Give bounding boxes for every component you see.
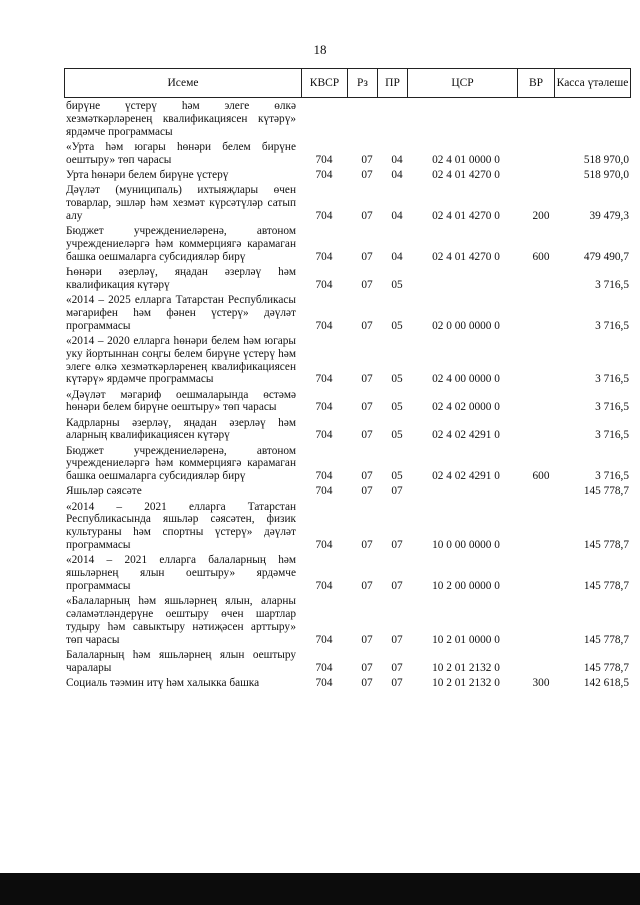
table-row xyxy=(66,445,631,484)
header-vr: ВР xyxy=(518,69,555,97)
cell-kvsr: 704 xyxy=(315,580,333,593)
cell-sum: 145 778,7 xyxy=(583,539,629,552)
cell-name: «2014 – 2020 елларга һөнәри белем һәм югары уку йортыннан соңгы белем бирүне үстерү һәм элеге өлкә хезмәткәрләренең квалификациясен күтәрү» ярдәмче программасы xyxy=(66,334,296,386)
cell-rz: 07 xyxy=(361,580,373,593)
cell-kvsr: 704 xyxy=(315,168,333,181)
cell-name: «Балаларның һәм яшьләрнең ялын, аларны сәламәтләндерүне оештыру өчен шартлар тудыру һәм савыктыру нәтиҗәсен арттыру» төп чарасы xyxy=(66,595,296,646)
cell-csr: 02 0 00 0000 0 xyxy=(432,319,500,332)
cell-sum: 145 778,7 xyxy=(583,633,629,646)
cell-csr: 02 4 00 0000 0 xyxy=(432,373,500,386)
cell-sum: 3 716,5 xyxy=(595,373,629,386)
cell-rz: 07 xyxy=(361,250,373,263)
cell-sum: 479 490,7 xyxy=(583,250,629,263)
cell-kvsr: 704 xyxy=(315,677,333,690)
cell-pr: 05 xyxy=(391,373,403,386)
cell-name: Бюджет учреждениеләренә, автоном учреждениеләргә һәм коммерциягә карамаган башка оешмаларга субсидияләр бирү xyxy=(66,224,296,263)
cell-kvsr: 704 xyxy=(315,429,333,442)
table-header xyxy=(64,68,631,98)
table-row xyxy=(66,677,631,690)
cell-csr: 02 4 01 4270 0 xyxy=(432,209,500,222)
cell-name: «Дәүләт мәгариф оешмаларында өстәмә һөнәри белем бирүне оештыру» төп чарасы xyxy=(66,388,296,414)
cell-rz: 07 xyxy=(361,168,373,181)
cell-sum: 3 716,5 xyxy=(595,401,629,414)
cell-rz: 07 xyxy=(361,373,373,386)
cell-kvsr: 704 xyxy=(315,401,333,414)
table-body xyxy=(66,100,631,692)
cell-kvsr: 704 xyxy=(315,633,333,646)
cell-kvsr: 704 xyxy=(315,470,333,483)
cell-csr: 02 4 02 0000 0 xyxy=(432,401,500,414)
cell-vr: 600 xyxy=(532,250,550,263)
cell-pr: 07 xyxy=(391,485,403,498)
cell-name: Социаль тәэмин итү һәм халыкка башка xyxy=(66,677,260,690)
cell-kvsr: 704 xyxy=(315,250,333,263)
cell-pr: 04 xyxy=(391,209,403,222)
cell-sum: 145 778,7 xyxy=(583,661,629,674)
cell-kvsr: 704 xyxy=(315,485,333,498)
table-row xyxy=(66,141,631,167)
scan-edge-bar xyxy=(0,873,640,905)
cell-csr: 02 4 01 4270 0 xyxy=(432,250,500,263)
table-row xyxy=(66,554,631,593)
cell-pr: 07 xyxy=(391,661,403,674)
header-rz: Рз xyxy=(348,69,378,97)
cell-sum: 145 778,7 xyxy=(583,485,629,498)
cell-pr: 05 xyxy=(391,319,403,332)
cell-kvsr: 704 xyxy=(315,278,333,291)
cell-rz: 07 xyxy=(361,470,373,483)
cell-rz: 07 xyxy=(361,401,373,414)
cell-sum: 142 618,5 xyxy=(583,677,629,690)
cell-sum: 39 479,3 xyxy=(589,209,629,222)
header-pr: ПР xyxy=(378,69,408,97)
header-name: Исеме xyxy=(65,69,302,97)
table-row xyxy=(66,294,631,333)
cell-sum: 3 716,5 xyxy=(595,278,629,291)
cell-rz: 07 xyxy=(361,153,373,166)
cell-csr: 02 4 02 4291 0 xyxy=(432,429,500,442)
cell-pr: 07 xyxy=(391,580,403,593)
cell-pr: 07 xyxy=(391,677,403,690)
header-kvsr: КВСР xyxy=(302,69,348,97)
cell-csr: 02 4 01 0000 0 xyxy=(432,153,500,166)
cell-sum: 145 778,7 xyxy=(583,580,629,593)
cell-vr: 600 xyxy=(532,470,550,483)
page-number: 18 xyxy=(313,42,327,57)
cell-name: Һөнәри әзерләү, яңадан әзерләү һәм квалификация күтәрү xyxy=(66,265,296,291)
cell-name: Бюджет учреждениеләренә, автоном учреждениеләргә һәм коммерциягә карамаган башка оешмаларга субсидияләр бирү xyxy=(66,444,296,483)
cell-csr: 02 4 02 4291 0 xyxy=(432,470,500,483)
cell-name: «2014 – 2021 елларга Татарстан Республикасында яшьләр сәясәтен, физик культураны һәм спортны үстерү» дәүләт программасы xyxy=(66,500,296,552)
cell-sum: 3 716,5 xyxy=(595,429,629,442)
cell-csr: 10 2 01 0000 0 xyxy=(432,633,500,646)
cell-rz: 07 xyxy=(361,677,373,690)
cell-sum: 518 970,0 xyxy=(583,153,629,166)
cell-rz: 07 xyxy=(361,319,373,332)
cell-rz: 07 xyxy=(361,209,373,222)
table-row xyxy=(66,485,631,498)
table-row xyxy=(66,595,631,647)
table-row xyxy=(66,100,631,139)
cell-csr: 02 4 01 4270 0 xyxy=(432,168,500,181)
cell-pr: 05 xyxy=(391,278,403,291)
cell-csr: 10 0 00 0000 0 xyxy=(432,539,500,552)
cell-csr: 10 2 01 2132 0 xyxy=(432,677,500,690)
cell-name: бирүне үстерү һәм элеге өлкә хезмәткәрләренең квалификациясен күтәрү» ярдәмче программасы xyxy=(66,100,296,138)
cell-kvsr: 704 xyxy=(315,539,333,552)
cell-pr: 05 xyxy=(391,401,403,414)
cell-vr: 300 xyxy=(532,677,550,690)
cell-pr: 04 xyxy=(391,153,403,166)
cell-csr: 10 2 01 2132 0 xyxy=(432,661,500,674)
cell-kvsr: 704 xyxy=(315,319,333,332)
table-row xyxy=(66,417,631,443)
table-row xyxy=(66,184,631,223)
cell-rz: 07 xyxy=(361,429,373,442)
cell-sum: 3 716,5 xyxy=(595,470,629,483)
header-sum: Касса үтәлеше xyxy=(556,76,629,89)
cell-kvsr: 704 xyxy=(315,153,333,166)
table-row xyxy=(66,649,631,675)
cell-kvsr: 704 xyxy=(315,373,333,386)
cell-rz: 07 xyxy=(361,633,373,646)
cell-pr: 05 xyxy=(391,429,403,442)
cell-kvsr: 704 xyxy=(315,209,333,222)
cell-rz: 07 xyxy=(361,539,373,552)
cell-vr: 200 xyxy=(532,209,550,222)
table-row xyxy=(66,501,631,553)
cell-pr: 07 xyxy=(391,539,403,552)
cell-pr: 04 xyxy=(391,250,403,263)
cell-name: Кадрларны әзерләү, яңадан әзерләү һәм аларның квалификациясен күтәрү xyxy=(66,416,296,442)
cell-csr: 10 2 00 0000 0 xyxy=(432,580,500,593)
cell-kvsr: 704 xyxy=(315,661,333,674)
cell-pr: 04 xyxy=(391,168,403,181)
cell-name: «Урта һәм югары һөнәри белем бирүне оештыру» төп чарасы xyxy=(66,140,296,166)
table-row xyxy=(66,169,631,182)
cell-rz: 07 xyxy=(361,485,373,498)
table-row xyxy=(66,266,631,292)
cell-rz: 07 xyxy=(361,661,373,674)
cell-pr: 07 xyxy=(391,633,403,646)
cell-name: «2014 – 2021 елларга балаларның һәм яшьләрнең ялын оештыру» ярдәмче программасы xyxy=(66,554,296,593)
cell-pr: 05 xyxy=(391,470,403,483)
cell-sum: 518 970,0 xyxy=(583,168,629,181)
table-row xyxy=(66,335,631,387)
table-row xyxy=(66,389,631,415)
cell-name: Яшьләр сәясәте xyxy=(66,485,142,498)
header-csr: ЦСР xyxy=(408,69,518,97)
cell-name: Урта һөнәри белем бирүне үстерү xyxy=(66,168,229,181)
table-row xyxy=(66,225,631,264)
cell-rz: 07 xyxy=(361,278,373,291)
cell-sum: 3 716,5 xyxy=(595,319,629,332)
cell-name: «2014 – 2025 елларга Татарстан Республикасы мәгарифен һәм фәнен үстерү» дәүләт программасы xyxy=(66,293,296,332)
cell-name: Балаларның һәм яшьләрнең ялын оештыру чаралары xyxy=(66,649,296,674)
cell-name: Дәүләт (муниципаль) ихтыяҗлары өчен товарлар, эшләр һәм хезмәт күрсәтүләр сатып алу xyxy=(66,184,296,222)
